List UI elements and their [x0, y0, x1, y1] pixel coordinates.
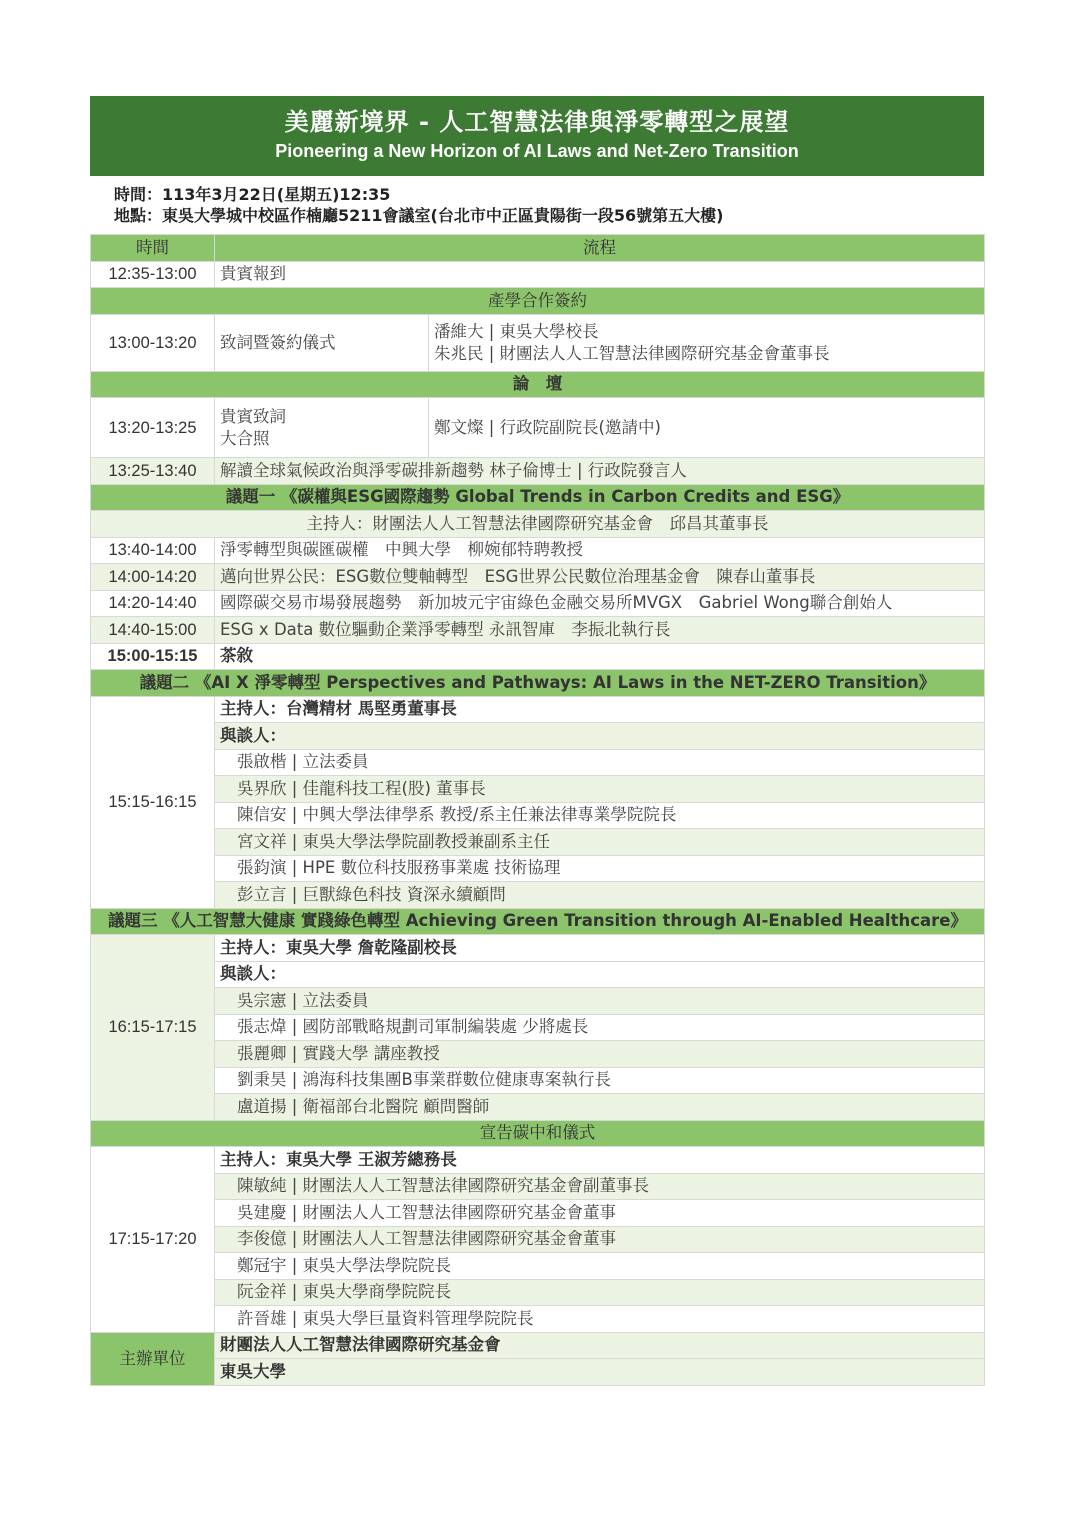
participant: 陳敏純 | 財團法人人工智慧法律國際研究基金會副董事長 [215, 1173, 985, 1200]
table-row [91, 1306, 985, 1333]
section-heading-row [91, 484, 985, 511]
table-row [91, 1359, 985, 1386]
session-text: 國際碳交易市場發展趨勢 新加坡元宇宙綠色金融交易所MVGX Gabriel Wong聯合創始人 [215, 590, 985, 617]
section-heading-forum: 論 壇 [91, 371, 985, 398]
session-text: 貴賓報到 [215, 261, 985, 288]
table-row [91, 1226, 985, 1253]
event-time: 時間：113年3月22日(星期五)12:35 [114, 185, 391, 204]
section-heading-row [91, 1120, 985, 1147]
signing-people [429, 314, 985, 371]
table-row [91, 776, 985, 803]
participant: 李俊億 | 財團法人人工智慧法律國際研究基金會董事 [215, 1226, 985, 1253]
section-heading-row [91, 908, 985, 935]
session-time: 16:15-17:15 [91, 935, 215, 1121]
organizer: 財團法人人工智慧法律國際研究基金會 [215, 1332, 985, 1359]
agenda-table [90, 234, 985, 1386]
welcome-item: 大合照 [220, 428, 270, 448]
session-time: 13:00-13:20 [91, 314, 215, 371]
table-row [91, 723, 985, 750]
event-place: 地點：東吳大學城中校區作楠廳5211會議室(台北市中正區貴陽街一段56號第五大樓) [114, 206, 724, 225]
section-heading-row [91, 288, 985, 315]
column-header-row [91, 235, 985, 262]
session-text: ESG x Data 數位驅動企業淨零轉型 永訊智庫 李振北執行長 [215, 617, 985, 644]
topic2-host: 主持人：台灣精材 馬堅勇董事長 [215, 696, 985, 723]
section-heading-ceremony: 宣告碳中和儀式 [91, 1120, 985, 1147]
table-row [91, 1173, 985, 1200]
table-row [91, 855, 985, 882]
person-entry: 朱兆民 | 財團法人人工智慧法律國際研究基金會董事長 [434, 343, 830, 363]
table-row [91, 961, 985, 988]
ceremony-host: 主持人：東吳大學 王淑芳總務長 [215, 1147, 985, 1174]
welcome-person: 鄭文燦 | 行政院副院長(邀請中) [429, 398, 985, 458]
section-heading-topic2: 議題二 《AI X 淨零轉型 Perspectives and Pathways: AI Laws in the NET-ZERO Transition》 [91, 670, 985, 697]
table-row [91, 1067, 985, 1094]
topic1-host: 主持人：財團法人人工智慧法律國際研究基金會 邱昌其董事長 [91, 511, 985, 538]
participant: 阮金祥 | 東吳大學商學院院長 [215, 1279, 985, 1306]
table-row [91, 314, 985, 371]
agenda-sheet [90, 96, 984, 1386]
table-row [91, 1253, 985, 1280]
table-row [91, 988, 985, 1015]
table-row [91, 1147, 985, 1174]
table-row [91, 590, 985, 617]
panelist: 吳界欣 | 佳龍科技工程(股) 董事長 [215, 776, 985, 803]
table-row [91, 511, 985, 538]
session-time: 14:20-14:40 [91, 590, 215, 617]
table-row [91, 564, 985, 591]
table-row [91, 1332, 985, 1359]
topic3-host: 主持人：東吳大學 詹乾隆副校長 [215, 935, 985, 962]
panelist: 吳宗憲 | 立法委員 [215, 988, 985, 1015]
welcome-items [215, 398, 429, 458]
break-time: 15:00-15:15 [91, 643, 215, 670]
session-text: 淨零轉型與碳匯碳權 中興大學 柳婉郁特聘教授 [215, 537, 985, 564]
table-row [91, 1041, 985, 1068]
session-time: 13:20-13:25 [91, 398, 215, 458]
column-header-time: 時間 [91, 235, 215, 262]
title-chinese: 美麗新境界 - 人工智慧法律與淨零轉型之展望 [284, 108, 790, 136]
title-english: Pioneering a New Horizon of AI Laws and Net-Zero Transition [275, 141, 799, 161]
session-time: 14:00-14:20 [91, 564, 215, 591]
session-text: 致詞暨簽約儀式 [215, 314, 429, 371]
panelist: 陳信安 | 中興大學法律學系 教授/系主任兼法律專業學院院長 [215, 802, 985, 829]
event-info [90, 176, 984, 234]
table-row [91, 537, 985, 564]
title-banner [90, 96, 984, 176]
participant: 鄭冠宇 | 東吳大學法學院院長 [215, 1253, 985, 1280]
table-row [91, 802, 985, 829]
session-time: 13:40-14:00 [91, 537, 215, 564]
break-label: 茶敘 [215, 643, 985, 670]
table-row [91, 1200, 985, 1227]
participant: 許晉雄 | 東吳大學巨量資料管理學院院長 [215, 1306, 985, 1333]
panelist: 張麗卿 | 實踐大學 講座教授 [215, 1041, 985, 1068]
organizer: 東吳大學 [215, 1359, 985, 1386]
section-heading-row [91, 371, 985, 398]
panel-label: 與談人： [215, 961, 985, 988]
table-row [91, 1279, 985, 1306]
person-entry: 潘維大 | 東吳大學校長 [434, 321, 599, 341]
session-time: 15:15-16:15 [91, 696, 215, 908]
table-row [91, 696, 985, 723]
section-heading-row [91, 670, 985, 697]
session-time: 17:15-17:20 [91, 1147, 215, 1333]
session-time: 14:40-15:00 [91, 617, 215, 644]
participant: 吳建慶 | 財團法人人工智慧法律國際研究基金會董事 [215, 1200, 985, 1227]
panelist: 張志煒 | 國防部戰略規劃司軍制編裝處 少將處長 [215, 1014, 985, 1041]
session-text: 解讀全球氣候政治與淨零碳排新趨勢 林子倫博士 | 行政院發言人 [215, 458, 985, 485]
table-row [91, 829, 985, 856]
organizers-label: 主辦單位 [91, 1332, 215, 1385]
column-header-agenda: 流程 [215, 235, 985, 262]
table-row [91, 1014, 985, 1041]
panelist: 張啟楷 | 立法委員 [215, 749, 985, 776]
session-text: 邁向世界公民：ESG數位雙軸轉型 ESG世界公民數位治理基金會 陳春山董事長 [215, 564, 985, 591]
table-row [91, 398, 985, 458]
panelist: 彭立言 | 巨獸綠色科技 資深永續顧問 [215, 882, 985, 909]
section-heading-topic1: 議題一 《碳權與ESG國際趨勢 Global Trends in Carbon Credits and ESG》 [91, 484, 985, 511]
table-row [91, 935, 985, 962]
panelist: 張鈞演 | HPE 數位科技服務事業處 技術協理 [215, 855, 985, 882]
section-heading-topic3: 議題三 《人工智慧大健康 實踐綠色轉型 Achieving Green Transition through AI-Enabled Healthcare》 [91, 908, 985, 935]
table-row [91, 261, 985, 288]
table-row [91, 458, 985, 485]
panel-label: 與談人： [215, 723, 985, 750]
panelist: 宮文祥 | 東吳大學法學院副教授兼副系主任 [215, 829, 985, 856]
panelist: 劉秉昊 | 鴻海科技集團B事業群數位健康專案執行長 [215, 1067, 985, 1094]
table-row [91, 749, 985, 776]
table-row [91, 1094, 985, 1121]
table-row [91, 617, 985, 644]
panelist: 盧道揚 | 衛福部台北醫院 顧問醫師 [215, 1094, 985, 1121]
table-row [91, 882, 985, 909]
welcome-item: 貴賓致詞 [220, 406, 286, 426]
section-heading-signing: 產學合作簽約 [91, 288, 985, 315]
table-row [91, 643, 985, 670]
session-time: 12:35-13:00 [91, 261, 215, 288]
session-time: 13:25-13:40 [91, 458, 215, 485]
